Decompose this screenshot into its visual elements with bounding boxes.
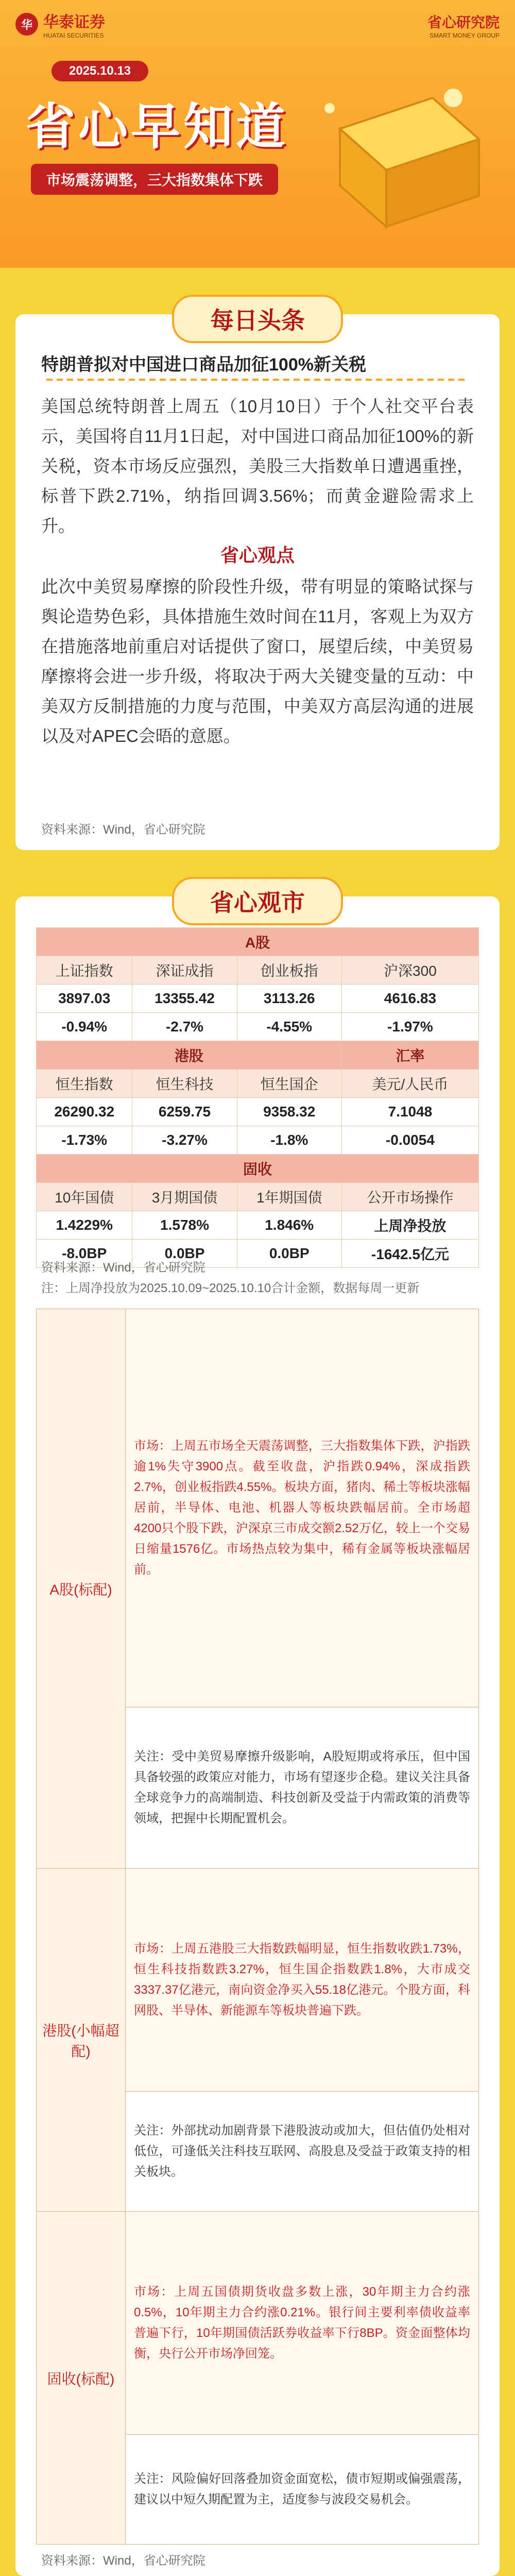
industry-label: A股(标配) bbox=[37, 1309, 126, 1869]
index-change: -4.55% bbox=[237, 1013, 341, 1041]
date-badge: 2025.10.13 bbox=[52, 61, 148, 81]
gold-box-icon bbox=[309, 67, 494, 237]
index-change: -1.97% bbox=[341, 1013, 478, 1041]
index-name: 创业板指 bbox=[237, 956, 341, 985]
divider bbox=[46, 379, 469, 381]
bond-name: 3月期国债 bbox=[132, 1183, 237, 1211]
hk-label: 港股 bbox=[37, 1041, 342, 1070]
index-value: 3113.26 bbox=[237, 985, 341, 1013]
daily-section bbox=[15, 307, 500, 850]
market-source-2: 注：上周净投放为2025.10.09~2025.10.10合计金额，数据每周一更新 bbox=[41, 1281, 420, 1295]
market-source-1: 资料来源：Wind，省心研究院 bbox=[41, 1261, 205, 1275]
bond-label: 固收 bbox=[37, 1155, 479, 1183]
logo-en: HUATAI SECURITIES bbox=[43, 32, 104, 39]
index-change: -1.8% bbox=[237, 1126, 341, 1155]
view-title: 省心观点 bbox=[220, 545, 295, 566]
index-change: -0.0054 bbox=[341, 1126, 478, 1155]
industry-label: 港股(小幅超配) bbox=[37, 1869, 126, 2212]
index-value: 26290.32 bbox=[37, 1098, 132, 1126]
daily-headline: 特朗普拟对中国进口商品加征100%新关税 bbox=[41, 355, 366, 375]
industry-table bbox=[36, 1309, 479, 2545]
daily-body: 美国总统特朗普上周五（10月10日）于个人社交平台表示，美国将自11月1日起，对中国进口商品加征100%的新关税，资本市场反应强烈，美股三大指数单日遭遇重挫，标普下跌2.71%，纳指回调3.56%；而黄金避险需求上升。 bbox=[41, 397, 474, 535]
market-section-title: 省心观市 bbox=[172, 877, 343, 925]
view-body: 此次中美贸易摩擦的阶段性升级，带有明显的策略试探与舆论造势色彩，具体措施生效时间在11月，客观上为双方在措施落地前重启对话提供了窗口，展望后续，中美贸易摩擦将会进一步升级，将取决于两大关键变量的互动：中美双方反制措施的力度与范围，中美双方高层沟通的进展以及对APEC会晤的意愿。 bbox=[41, 577, 474, 745]
page-title: 省心早知道 bbox=[26, 99, 288, 155]
index-name: 恒生国企 bbox=[237, 1070, 341, 1098]
bond-name: 公开市场操作 bbox=[341, 1183, 478, 1211]
index-value: 9358.32 bbox=[237, 1098, 341, 1126]
industry-market-text: 市场：上周五国债期货收盘多数上涨，30年期主力合约涨0.5%，10年期主力合约涨0.21%。银行间主要利率债收益率普遍下行，10年期国债活跃券收益率下行8BP。资金面整体均衡，央行公开市场净回笼。 bbox=[126, 2212, 479, 2435]
industry-market-text: 市场：上周五港股三大指数跌幅明显，恒生指数收跌1.73%，恒生科技指数跌3.27%，恒生国企指数跌1.8%，大市成交3337.37亿港元，南向资金净买入55.18亿港元。个股方面，科网股、半导体、新能源车等板块普遍下跌。 bbox=[126, 1869, 479, 2092]
huatai-logo-icon: 华 bbox=[15, 13, 38, 36]
market-section bbox=[15, 889, 500, 2576]
industry-focus-text: 关注：外部扰动加剧背景下港股波动或加大，但估值仍处相对低位，可逢低关注科技互联网、高股息及受益于政策支持的相关板块。 bbox=[126, 2092, 479, 2212]
bond-change: 0.0BP bbox=[237, 1240, 341, 1268]
index-name: 深证成指 bbox=[132, 956, 237, 985]
bond-change: -8.0BP bbox=[37, 1240, 132, 1268]
index-change: -0.94% bbox=[37, 1013, 132, 1041]
index-name: 上证指数 bbox=[37, 956, 132, 985]
index-change: -3.27% bbox=[132, 1126, 237, 1155]
index-name: 恒生指数 bbox=[37, 1070, 132, 1098]
page-subtitle: 市场震荡调整，三大指数集体下跌 bbox=[31, 164, 278, 195]
index-value: 7.1048 bbox=[341, 1098, 478, 1126]
index-value: 4616.83 bbox=[341, 985, 478, 1013]
bond-value: 上周净投放 bbox=[341, 1211, 478, 1240]
index-change: -1.73% bbox=[37, 1126, 132, 1155]
index-value: 3897.03 bbox=[37, 985, 132, 1013]
index-name: 恒生科技 bbox=[132, 1070, 237, 1098]
index-value: 6259.75 bbox=[132, 1098, 237, 1126]
industry-market-text: 市场：上周五市场全天震荡调整，三大指数集体下跌，沪指跌逾1%失守3900点。截至收盘，沪指跌0.94%，深成指跌2.7%，创业板指跌4.55%。板块方面，猪肉、稀土等板块涨幅居前，半导体、电池、机器人等板块跌幅居前。全市场超4200只个股下跌，沪深京三市成交额2.52万亿，较上一个交易日缩量1576亿。市场热点较为集中，稀有金属等板块涨幅居前。 bbox=[126, 1309, 479, 1707]
industry-label: 固收(标配) bbox=[37, 2212, 126, 2545]
index-name: 美元/人民币 bbox=[341, 1070, 478, 1098]
fx-label: 汇率 bbox=[341, 1041, 478, 1070]
index-change: -2.7% bbox=[132, 1013, 237, 1041]
industry-focus-text: 关注：受中美贸易摩擦升级影响，A股短期或将承压，但中国具备较强的政策应对能力，市场有望逐步企稳。建议关注具备全球竞争力的高端制造、科技创新及受益于内需政策的消费等领域，把握中长期配置机会。 bbox=[126, 1707, 479, 1869]
header bbox=[0, 0, 515, 268]
daily-source: 资料来源：Wind，省心研究院 bbox=[41, 823, 205, 837]
logo-cn: 华泰证券 bbox=[43, 14, 105, 31]
bond-value: 1.4229% bbox=[37, 1211, 132, 1240]
bond-value: 1.578% bbox=[132, 1211, 237, 1240]
bond-change: -1642.5亿元 bbox=[341, 1240, 478, 1268]
bond-change: 0.0BP bbox=[132, 1240, 237, 1268]
index-value: 13355.42 bbox=[132, 985, 237, 1013]
bond-name: 10年国债 bbox=[37, 1183, 132, 1211]
industry-focus-text: 关注：风险偏好回落叠加资金面宽松，债市短期或偏强震荡，建议以中短久期配置为主，适度参与波段交易机会。 bbox=[126, 2435, 479, 2545]
bond-value: 1.846% bbox=[237, 1211, 341, 1240]
logo-smart-money bbox=[427, 11, 500, 39]
logo-right-text: 省心研究院 bbox=[427, 14, 500, 30]
logo-right-sub: SMART MONEY GROUP bbox=[429, 32, 500, 39]
logo-huatai bbox=[15, 9, 105, 39]
index-name: 沪深300 bbox=[341, 956, 478, 985]
a-share-label: A股 bbox=[37, 928, 479, 956]
a-share-table bbox=[36, 927, 479, 1268]
bond-name: 1年期国债 bbox=[237, 1183, 341, 1211]
daily-section-title: 每日头条 bbox=[172, 295, 343, 343]
market-source-3: 资料来源：Wind，省心研究院 bbox=[41, 2554, 205, 2568]
